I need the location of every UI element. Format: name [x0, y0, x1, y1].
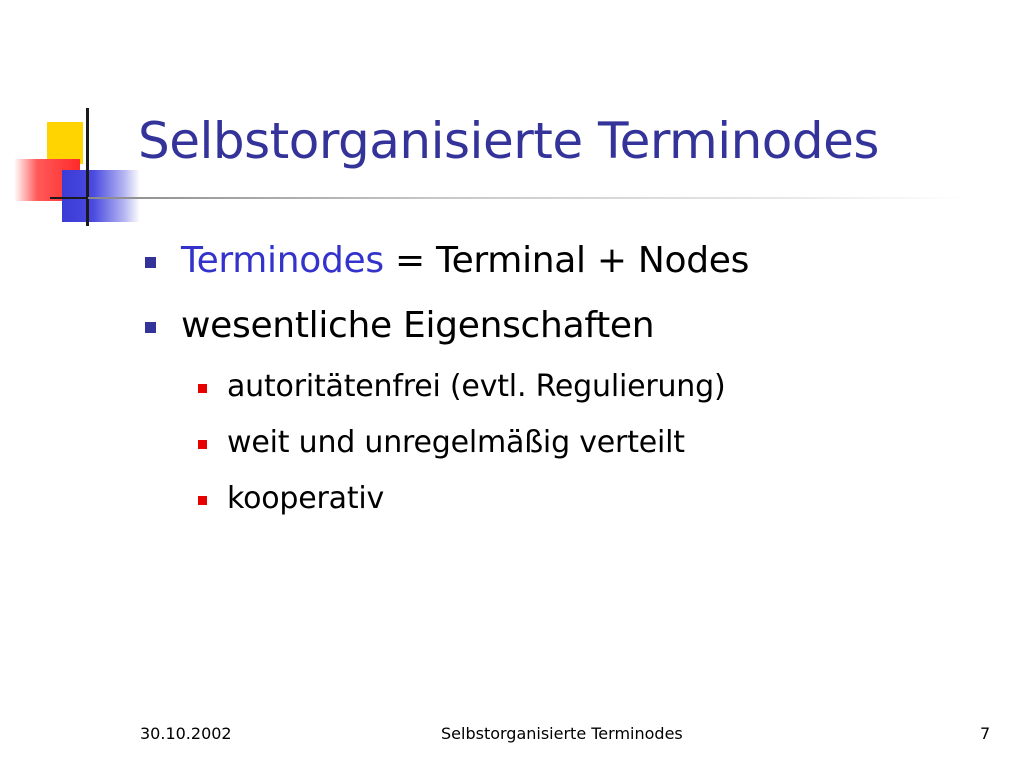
logo-vertical-line [86, 108, 89, 226]
footer-title: Selbstorganisierte Terminodes [441, 724, 683, 743]
bullet-text: wesentliche Eigenschaften [181, 305, 655, 346]
sub-bullet-text: weit und unregelmäßig verteilt [227, 425, 685, 460]
sub-bullet-item-verteilt [227, 425, 685, 460]
bullet-item-terminodes [181, 240, 749, 281]
title-divider [88, 197, 968, 199]
logo-yellow-square [47, 122, 83, 164]
footer-page-number: 7 [980, 724, 991, 743]
square-bullet-icon [145, 257, 156, 268]
slide-title: Selbstorganisierte Terminodes [138, 112, 879, 170]
square-bullet-icon [198, 440, 207, 449]
sub-bullet-item-autoritaetenfrei [227, 369, 725, 404]
square-bullet-icon [198, 384, 207, 393]
logo-blue-square [62, 170, 140, 222]
bullet-text: = Terminal + Nodes [383, 240, 750, 281]
square-bullet-icon [198, 496, 207, 505]
bullet-item-eigenschaften [181, 305, 654, 346]
sub-bullet-item-kooperativ [227, 481, 384, 516]
decorative-logo [0, 0, 140, 240]
footer-date: 30.10.2002 [140, 724, 232, 743]
sub-bullet-text: kooperativ [227, 481, 385, 516]
sub-bullet-text: autoritätenfrei (evtl. Regulierung) [227, 369, 726, 404]
terminodes-highlight: Terminodes [181, 240, 384, 281]
square-bullet-icon [145, 322, 156, 333]
